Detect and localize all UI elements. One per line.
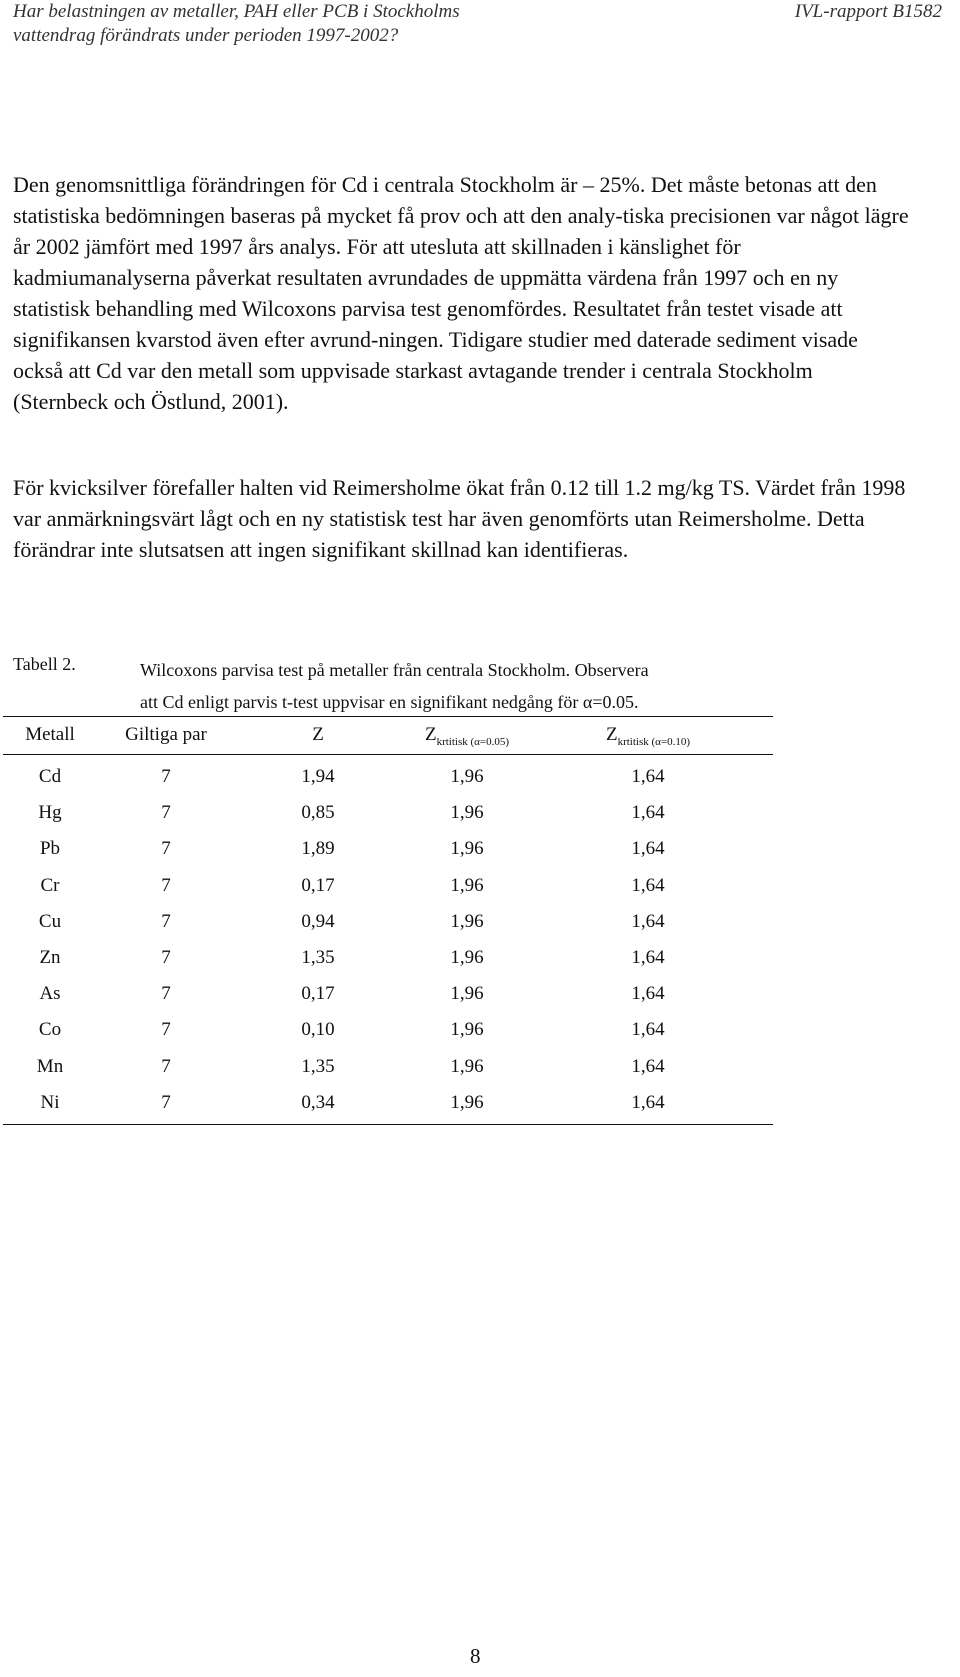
cell-metall: Cr (40, 874, 60, 896)
cell-giltiga-par: 7 (161, 802, 171, 824)
cell-z: 0,34 (301, 1091, 335, 1113)
cell-z-critical-005: 1,96 (450, 874, 484, 896)
cell-z-critical-010: 1,64 (631, 766, 665, 787)
cell-giltiga-par: 7 (161, 1055, 171, 1077)
table-row (0, 1019, 780, 1055)
cell-z-critical-005: 1,96 (450, 1091, 484, 1113)
header-title-line1: Har belastningen av metaller, PAH eller PCB i Stockholms (13, 1, 460, 22)
paragraph-cadmium: Den genomsnittliga förändringen för Cd i centrala Stockholm är – 25%. Det måste betonas att den statistiska bedömningen baseras på mycket få prov och att den analy-tiska precisionen var något lägre år 2002 jämfört med 1997 års analys. För att utesluta att skillnaden i känslighet för kadmiumanalyserna påverkat resultaten avrundades de uppmätta värdena från 1997 och en ny statistisk behandling med Wilcoxons parvisa test genomfördes. Resultatet från testet visade att signifikansen kvarstod även efter avrund-ningen. Tidigare studier med daterade sediment visade också att Cd var den metall som uppvisade starkast avtagande trender i centrala Stockholm (Sternbeck och Östlund, 2001). (13, 172, 909, 414)
table-row (0, 983, 780, 1019)
cell-giltiga-par: 7 (161, 1091, 171, 1113)
table-bottom-rule (3, 1124, 773, 1125)
z-subscript: krtitisk (α=0.10) (617, 735, 691, 748)
cell-z-critical-005: 1,96 (450, 1055, 484, 1077)
table-row (0, 947, 780, 983)
cell-z-critical-005: 1,96 (450, 910, 484, 932)
cell-z: 0,17 (301, 983, 335, 1005)
cell-z: 1,35 (301, 947, 335, 968)
col-header-z: Z (312, 724, 324, 745)
cell-metall: Co (38, 1019, 62, 1041)
table-header-rule (3, 754, 773, 755)
cell-z: 0,94 (301, 910, 335, 932)
cell-metall: Zn (39, 947, 61, 968)
cell-z: 1,94 (301, 766, 335, 787)
cell-z-critical-010: 1,64 (631, 1055, 665, 1077)
cell-z: 1,89 (301, 838, 335, 860)
cell-z-critical-010: 1,64 (631, 983, 665, 1005)
table-row (0, 802, 780, 838)
col-header-metall: Metall (25, 724, 75, 745)
table-label: Tabell 2. (13, 654, 76, 674)
col-header-z-critical-010 (606, 724, 690, 748)
cell-z: 0,17 (301, 874, 335, 896)
cell-z-critical-005: 1,96 (450, 1019, 484, 1041)
cell-z-critical-010: 1,64 (631, 947, 665, 968)
table-row (0, 766, 780, 802)
table-caption-line1: Wilcoxons parvisa test på metaller från centrala Stockholm. Observera (140, 660, 649, 680)
paragraph-mercury: För kvicksilver förefaller halten vid Reimersholme ökat från 0.12 till 1.2 mg/kg TS. Värdet från 1998 var anmärkningsvärt lågt och en ny statistisk test har även genomförts utan Reimersholme. Detta förändrar inte slutsatsen att ingen signifikant skillnad kan identifieras. (13, 475, 906, 562)
cell-z: 0,10 (301, 1019, 335, 1041)
z-symbol: Z (605, 724, 618, 745)
cell-z-critical-005: 1,96 (450, 802, 484, 824)
cell-z-critical-010: 1,64 (631, 1019, 665, 1041)
table-row (0, 838, 780, 874)
cell-z-critical-005: 1,96 (450, 838, 484, 860)
header-title-line2: vattendrag förändrats under perioden 1997-2002? (13, 25, 399, 46)
col-header-z-critical-005 (425, 724, 509, 748)
cell-z-critical-005: 1,96 (450, 947, 484, 968)
cell-z-critical-005: 1,96 (450, 983, 484, 1005)
cell-z-critical-005: 1,96 (450, 766, 484, 787)
cell-metall: Ni (40, 1091, 60, 1113)
running-header (13, 0, 460, 48)
table-row (0, 1056, 780, 1092)
table-caption-line2: att Cd enligt parvis t-test uppvisar en signifikant nedgång för α=0.05. (140, 692, 639, 712)
col-header-giltiga-par: Giltiga par (125, 724, 207, 745)
cell-giltiga-par: 7 (161, 838, 171, 860)
z-symbol: Z (424, 724, 437, 745)
cell-metall: Hg (38, 802, 62, 824)
cell-metall: Mn (36, 1055, 64, 1077)
table-caption (140, 654, 780, 718)
cell-z-critical-010: 1,64 (631, 910, 665, 932)
cell-metall: Cu (38, 910, 62, 932)
cell-z-critical-010: 1,64 (631, 1091, 665, 1113)
cell-giltiga-par: 7 (161, 947, 171, 968)
cell-z: 0,85 (301, 802, 335, 824)
z-subscript: krtitisk (α=0.05) (436, 735, 510, 748)
report-id: IVL-rapport B1582 (794, 1, 942, 22)
cell-metall: As (39, 983, 61, 1005)
table-row (0, 1092, 780, 1128)
cell-giltiga-par: 7 (161, 983, 171, 1005)
cell-metall: Cd (38, 766, 62, 787)
cell-giltiga-par: 7 (161, 766, 171, 787)
cell-metall: Pb (39, 838, 61, 860)
cell-z-critical-010: 1,64 (631, 802, 665, 824)
cell-z-critical-010: 1,64 (631, 838, 665, 860)
cell-giltiga-par: 7 (161, 874, 171, 896)
cell-z: 1,35 (301, 1055, 335, 1077)
cell-giltiga-par: 7 (161, 910, 171, 932)
table-header-row (0, 724, 780, 754)
cell-z-critical-010: 1,64 (631, 874, 665, 896)
cell-giltiga-par: 7 (161, 1019, 171, 1041)
table-row (0, 911, 780, 947)
page-number: 8 (470, 1644, 481, 1668)
table-top-rule (3, 716, 773, 717)
table-row (0, 875, 780, 911)
